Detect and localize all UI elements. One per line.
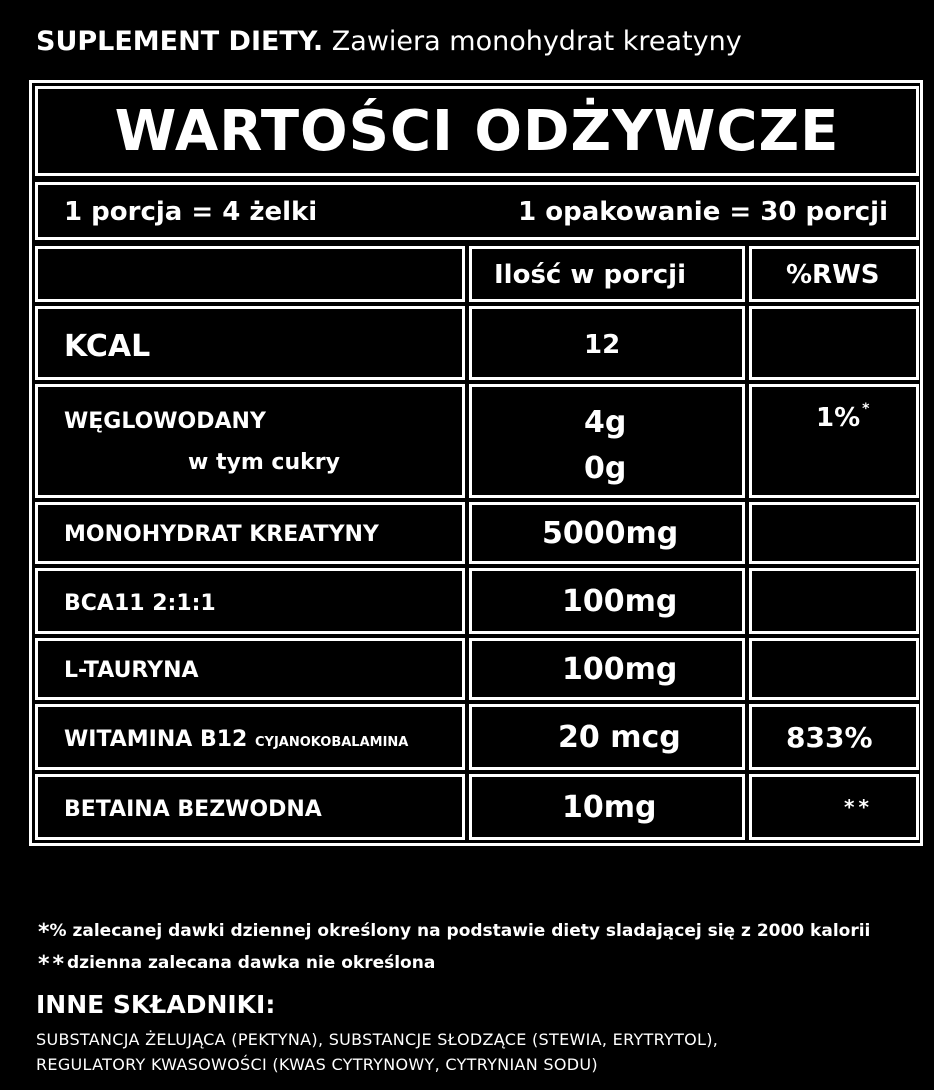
footnote-rws-mark: *	[38, 920, 50, 945]
kcal-amount-cell	[469, 306, 745, 380]
other-ingredients-line-2: REGULATORY KWASOWOŚCI (KWAS CYTRYNOWY, CYTRYNIAN SODU)	[36, 1055, 598, 1074]
bcaa-rws-cell	[749, 568, 919, 634]
carbs-rws-value: 1%	[816, 403, 861, 433]
footnote-rws	[38, 920, 870, 945]
other-ingredients-list	[36, 1027, 718, 1077]
other-ingredients-line-1: SUBSTANCJA ŻELUJĄCA (PEKTYNA), SUBSTANCJE SŁODZĄCE (STEWIA, ERYTRYTOL),	[36, 1030, 719, 1049]
taurine-amount-cell	[469, 638, 745, 700]
header-empty-cell	[35, 246, 465, 302]
serving-size: 1 porcja = 4 żelki	[64, 197, 318, 227]
taurine-amount: 100mg	[562, 652, 678, 687]
bcaa-label: BCA11 2:1:1	[64, 591, 216, 616]
creatine-label-cell	[35, 502, 465, 564]
creatine-amount-cell	[469, 502, 745, 564]
kcal-label-cell	[35, 306, 465, 380]
bcaa-label-cell	[35, 568, 465, 634]
betaine-amount-cell	[469, 774, 745, 840]
carbs-amount: 4g	[584, 405, 627, 440]
supplement-type: SUPLEMENT DIETY.	[36, 26, 324, 57]
betaine-rws-cell	[749, 774, 919, 840]
rws-header: %RWS	[786, 260, 880, 290]
bcaa-amount: 100mg	[562, 584, 678, 619]
b12-rws-cell	[749, 704, 919, 770]
creatine-rws-cell	[749, 502, 919, 564]
footnote-rws-text: % zalecanej dawki dziennej określony na podstawie diety sladającej się z 2000 kalorii	[49, 921, 871, 941]
sugars-label: w tym cukry	[188, 450, 340, 475]
rws-header-cell	[749, 246, 919, 302]
b12-amount-cell	[469, 704, 745, 770]
b12-label-main: WITAMINA B12	[64, 727, 248, 752]
betaine-label: BETAINA BEZWODNA	[64, 797, 322, 822]
betaine-label-cell	[35, 774, 465, 840]
b12-amount: 20 mcg	[558, 720, 681, 755]
b12-label-small: CYJANOKOBALAMINA	[255, 735, 409, 750]
b12-label	[64, 727, 408, 752]
footnote-no-dose-mark: **	[38, 952, 68, 977]
taurine-label-cell	[35, 638, 465, 700]
creatine-label: MONOHYDRAT KREATYNY	[64, 522, 379, 547]
carbs-rws-cell	[749, 384, 919, 498]
supplement-description: Zawiera monohydrat kreatyny	[331, 26, 742, 57]
kcal-amount: 12	[584, 330, 621, 360]
kcal-label: KCAL	[64, 329, 151, 364]
footnote-no-dose-text: dzienna zalecana dawka nie określona	[67, 953, 436, 973]
b12-label-cell	[35, 704, 465, 770]
kcal-rws-cell	[749, 306, 919, 380]
carbs-rws	[816, 403, 869, 433]
package-servings: 1 opakowanie = 30 porcji	[518, 197, 888, 227]
carbs-amount-cell	[469, 384, 745, 498]
bcaa-amount-cell	[469, 568, 745, 634]
taurine-label: L-TAURYNA	[64, 658, 199, 683]
amount-header-cell	[469, 246, 745, 302]
betaine-amount: 10mg	[562, 790, 657, 825]
serving-info-row	[35, 182, 919, 240]
amount-header: Ilość w porcji	[494, 260, 686, 290]
taurine-rws-cell	[749, 638, 919, 700]
betaine-rws: **	[844, 795, 873, 819]
carbs-label-cell	[35, 384, 465, 498]
carbs-rws-footnote-mark: *	[862, 401, 870, 417]
sugars-amount: 0g	[584, 451, 627, 486]
nutrition-title: WARTOŚCI ODŻYWCZE	[114, 98, 840, 164]
footnote-no-dose	[38, 952, 435, 977]
creatine-amount: 5000mg	[542, 516, 679, 551]
supplement-header	[36, 26, 742, 57]
carbs-label: WĘGLOWODANY	[64, 409, 266, 434]
nutrition-title-box	[35, 86, 919, 176]
b12-rws: 833%	[786, 721, 873, 754]
other-ingredients-title: INNE SKŁADNIKI:	[36, 990, 276, 1019]
